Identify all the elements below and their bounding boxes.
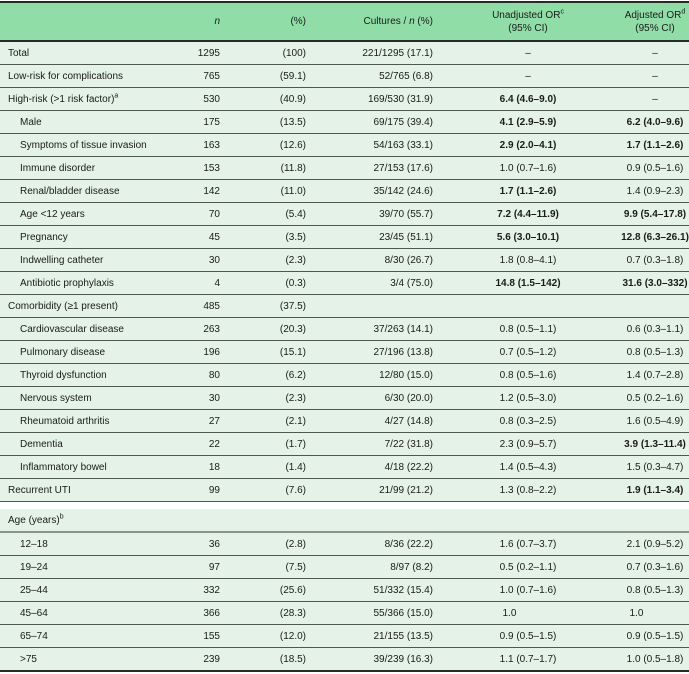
cell-label: 65–74 [20,630,48,642]
cell-cultures: 35/142 (24.6) [373,185,433,197]
cell-cultures: 8/36 (22.2) [384,538,433,550]
cell-pct: (2.3) [285,254,306,266]
table-row [0,340,689,363]
cell-label: 25–44 [20,584,48,596]
footnote-marker-b: b [59,513,64,521]
cell-or-unadjusted [435,94,621,105]
cell-cultures: 55/366 (15.0) [373,607,433,619]
cell-pct: (40.9) [279,93,306,105]
cell-or-unadjusted [435,370,621,381]
cell-or-adjusted [621,140,689,151]
cell-cultures: 21/99 (21.2) [379,484,433,496]
or-value: 1.7 (1.1–2.6) [626,139,684,151]
or-value: 1.0 (0.5–1.8) [626,653,684,665]
or-value: 0.9 (0.5–1.6) [626,162,684,174]
table-row [0,248,689,271]
or-value: 0.9 (0.5–1.5) [499,630,557,642]
cell-label: Antibiotic prophylaxis [20,277,114,289]
or-value: 0.7 (0.3–1.6) [626,561,684,573]
cell-cultures: 4/18 (22.2) [384,461,433,473]
cell-n: 27 [208,415,220,427]
cell-or-unadjusted [435,439,621,450]
cell-n: 142 [203,185,220,197]
cell-or-adjusted [621,562,689,573]
cell-cultures: 6/30 (20.0) [384,392,433,404]
footnote-marker-d: d [681,8,686,16]
cell-or-adjusted [621,278,689,289]
cell-label: Inflammatory bowel [20,461,107,473]
or-value: 6.2 (4.0–9.6) [626,116,684,128]
or-value: 3.9 (1.3–11.4) [624,438,686,450]
cell-pct: (7.5) [285,561,306,573]
cell-cultures: 37/263 (14.1) [373,323,433,335]
or-value: 1.8 (0.8–4.1) [499,254,557,266]
or-value: 1.9 (1.1–3.4) [626,484,684,496]
table-row [0,432,689,455]
cell-or-adjusted [621,608,689,619]
or-value: 9.9 (5.4–17.8) [623,208,687,220]
cell-cultures: 8/97 (8.2) [390,561,433,573]
cell-pct: (2.3) [285,392,306,404]
cell-or-unadjusted [435,209,621,220]
or-value: 1.2 (0.5–3.0) [499,392,557,404]
cell-cultures: 7/22 (31.8) [384,438,433,450]
cell-or-unadjusted [435,278,621,289]
cell-n: 332 [203,584,220,596]
cell-or-unadjusted [435,539,621,550]
cell-cultures: 27/153 (17.6) [373,162,433,174]
cultures-header-n: n [409,16,415,27]
cell-or-unadjusted [435,608,621,619]
cell-cultures: 3/4 (75.0) [390,277,433,289]
cell-label: Thyroid dysfunction [20,369,107,381]
or-value: 2.1 (0.9–5.2) [626,538,684,550]
or-value: 0.6 (0.3–1.1) [626,323,684,335]
cell-n: 155 [203,630,220,642]
table-row [0,363,689,386]
cell-n: 263 [203,323,220,335]
cell-or-adjusted [621,393,689,404]
or-value: 6.4 (4.6–9.0) [499,93,557,105]
cell-label: Total [8,47,30,59]
table-header-row [0,1,689,42]
cultures-header-pre: Cultures / [363,16,410,27]
table-row [0,64,689,87]
cell-label: Pulmonary disease [20,346,106,358]
or-value: 1.4 (0.9–2.3) [626,185,684,197]
cell-or-unadjusted [435,255,621,266]
cell-n: 1295 [197,47,220,59]
cell-pct: (37.5) [279,300,306,312]
table-row [0,578,689,601]
cell-pct: (1.7) [285,438,306,450]
cell-or-adjusted: – [652,47,658,59]
adjusted-or-title: Adjusted $OR^d$ [624,8,686,21]
cell-or-unadjusted [435,117,621,128]
table-row [0,624,689,647]
cell-n: 30 [208,392,220,404]
table-row [0,179,689,202]
or-value: 0.7 (0.5–1.2) [499,346,557,358]
table-row [0,601,689,624]
cell-pct: (5.4) [285,208,306,220]
or-value: 14.8 (1.5–142) [495,277,561,289]
cell-pct: (20.3) [279,323,306,335]
cell-n: 80 [208,369,220,381]
table-row [0,409,689,432]
cell-label: Indwelling catheter [20,254,104,266]
or-value: 0.9 (0.5–1.5) [626,630,684,642]
cell-pct: (1.4) [285,461,306,473]
cell-or-adjusted [621,255,689,266]
or-value: 2.3 (0.9–5.7) [499,438,557,450]
cell-label: Male [20,116,42,128]
table-row [0,133,689,156]
cell-label: Recurrent UTI [8,484,71,496]
cell-pct: (12.6) [279,139,306,151]
footnote-marker-a: a [114,92,119,100]
cell-n: 4 [214,277,220,289]
or-value: 1.4 (0.7–2.8) [626,369,684,381]
cell-or-adjusted [621,347,689,358]
col-header-n [160,16,222,27]
cell-n: 366 [203,607,220,619]
unadjusted-or-ci-label: (95% CI) [508,22,548,34]
table-row [0,271,689,294]
cell-label: Symptoms of tissue invasion [20,139,147,151]
cell-label: Renal/bladder disease [20,185,120,197]
cell-or-unadjusted [435,654,621,665]
or-value: 0.8 (0.5–1.1) [499,323,557,335]
or-value: 1.6 (0.7–3.7) [499,538,557,550]
cell-n: 196 [203,346,220,358]
or-value: 0.8 (0.5–1.3) [626,584,684,596]
cell-n: 22 [208,438,220,450]
cell-pct: (18.5) [279,653,306,665]
or-value: 1.7 (1.1–2.6) [499,185,557,197]
or-value: 0.8 (0.5–1.3) [626,346,684,358]
table-row [0,294,689,317]
col-header-n-label: n [214,16,220,27]
col-header-pct: (%) [290,16,306,27]
cultures-header-post: (%) [414,16,433,27]
table-row [0,455,689,478]
or-value: 7.2 (4.4–11.9) [497,208,559,220]
col-header-unadjusted-or [435,9,621,35]
cell-pct: (11.0) [280,185,306,197]
cell-cultures: 27/196 (13.8) [373,346,433,358]
table-row [0,156,689,179]
cell-label: Comorbidity (≥1 present) [8,300,118,312]
cell-or-unadjusted [435,393,621,404]
cell-or-unadjusted: – [525,70,531,82]
table-row [0,386,689,409]
cell-label: Nervous system [20,392,92,404]
or-value: 1.3 (0.8–2.2) [499,484,557,496]
cell-pct: (7.6) [285,484,306,496]
cell-pct: (25.6) [279,584,306,596]
cell-pct: (3.5) [285,231,306,243]
or-value: 0.5 (0.2–1.1) [499,561,557,573]
cell-label: 19–24 [20,561,48,573]
odds-ratio-table [0,1,689,672]
table-body [0,42,689,670]
cell-or-adjusted [621,186,689,197]
cell-or-unadjusted [435,347,621,358]
cell-label: >75 [20,653,37,665]
cell-label: Rheumatoid arthritis [20,415,110,427]
table-row [0,202,689,225]
table-row [0,478,689,501]
cell-or-unadjusted [435,232,621,243]
cell-n: 163 [203,139,220,151]
cell-pct: (11.8) [280,162,306,174]
or-value: 4.1 (2.9–5.9) [499,116,557,128]
cell-cultures: 23/45 (51.1) [379,231,433,243]
col-header-cultures [308,16,435,27]
cell-n: 36 [208,538,220,550]
cell-label: 45–64 [20,607,48,619]
cell-label: Age (years)$^b$ [8,513,64,526]
cell-cultures: 54/163 (33.1) [373,139,433,151]
cell-or-adjusted [621,585,689,596]
cell-cultures: 21/155 (13.5) [373,630,433,642]
or-value: 1.1 (0.7–1.7) [499,653,557,665]
cell-or-unadjusted [435,324,621,335]
cell-or-adjusted [621,370,689,381]
cell-or-unadjusted [435,462,621,473]
or-value: 31.6 (3.0–332) [622,277,688,289]
cell-or-adjusted [621,539,689,550]
or-value: 1.0 [629,607,644,619]
cell-n: 485 [203,300,220,312]
cell-or-adjusted [621,654,689,665]
cell-n: 99 [208,484,220,496]
section-spacer [0,501,689,509]
table-row [0,225,689,248]
cell-label: Dementia [20,438,63,450]
cell-cultures: 8/30 (26.7) [384,254,433,266]
cell-or-unadjusted [435,140,621,151]
or-value: 1.0 (0.7–1.6) [499,584,557,596]
cell-label: Low-risk for complications [8,70,124,82]
cell-label: High-risk (>1 risk factor)$^a$ [8,92,119,105]
cell-or-adjusted [621,163,689,174]
cell-n: 765 [203,70,220,82]
cell-cultures: 169/530 (31.9) [367,93,433,105]
cell-cultures: 51/332 (15.4) [373,584,433,596]
cell-or-unadjusted [435,562,621,573]
or-value: 1.0 (0.7–1.6) [499,162,557,174]
cell-label: Pregnancy [20,231,68,243]
cell-n: 45 [208,231,220,243]
cell-or-adjusted [621,631,689,642]
cell-or-adjusted [621,232,689,243]
cell-cultures: 52/765 (6.8) [379,70,433,82]
table-row [0,533,689,555]
table-row [0,42,689,64]
cell-n: 30 [208,254,220,266]
cell-pct: (100) [282,47,306,59]
cell-n: 70 [208,208,220,220]
cell-or-adjusted: – [652,70,658,82]
table-row [0,317,689,340]
table-row [0,87,689,110]
or-value: 1.0 [502,607,517,619]
cell-pct: (59.1) [279,70,306,82]
section-header-row [0,509,689,533]
cell-cultures: 221/1295 (17.1) [362,47,433,59]
cell-cultures: 39/239 (16.3) [373,653,433,665]
cell-pct: (12.0) [279,630,306,642]
cell-or-adjusted [621,439,689,450]
cell-cultures: 12/80 (15.0) [379,369,433,381]
cell-n: 18 [208,461,220,473]
cell-pct: (0.3) [285,277,306,289]
cell-or-adjusted [621,462,689,473]
cell-pct: (13.5) [279,116,306,128]
cell-label: Immune disorder [20,162,96,174]
footnote-marker-c: c [560,8,564,16]
cell-or-unadjusted [435,163,621,174]
cell-or-adjusted [621,416,689,427]
or-value: 12.8 (6.3–26.1) [621,231,689,243]
cell-cultures: 4/27 (14.8) [384,415,433,427]
or-value: 2.9 (2.0–4.1) [499,139,557,151]
cell-cultures: 69/175 (39.4) [373,116,433,128]
or-value: 0.7 (0.3–1.8) [626,254,684,266]
cell-pct: (28.3) [279,607,306,619]
cell-or-unadjusted [435,416,621,427]
col-header-adjusted-or [621,9,689,35]
cell-or-adjusted [621,209,689,220]
or-value: 0.5 (0.2–1.6) [626,392,684,404]
table-row [0,647,689,670]
cell-n: 530 [203,93,220,105]
cell-or-unadjusted [435,485,621,496]
or-value: 0.8 (0.5–1.6) [499,369,557,381]
cell-cultures: 39/70 (55.7) [379,208,433,220]
cell-n: 239 [203,653,220,665]
or-value: 1.6 (0.5–4.9) [626,415,684,427]
cell-or-unadjusted: – [525,47,531,59]
table-row [0,110,689,133]
cell-n: 153 [203,162,220,174]
cell-pct: (2.8) [285,538,306,550]
or-value: 1.4 (0.5–4.3) [499,461,557,473]
or-value: 0.8 (0.3–2.5) [499,415,557,427]
cell-or-unadjusted [435,631,621,642]
cell-or-unadjusted [435,186,621,197]
cell-pct: (2.1) [285,415,306,427]
cell-label: 12–18 [20,538,48,550]
cell-n: 97 [208,561,220,573]
cell-n: 175 [203,116,220,128]
or-value: 5.6 (3.0–10.1) [496,231,560,243]
cell-or-adjusted: – [652,93,658,105]
table-row [0,555,689,578]
cell-or-adjusted [621,324,689,335]
cell-label: Age <12 years [20,208,85,220]
cell-or-unadjusted [435,585,621,596]
cell-or-adjusted [621,485,689,496]
cell-label: Cardiovascular disease [20,323,124,335]
unadjusted-or-title: Unadjusted $OR^c$ [492,8,564,21]
or-value: 1.5 (0.3–4.7) [626,461,684,473]
adjusted-or-ci-label: (95% CI) [635,22,675,34]
cell-or-adjusted [621,117,689,128]
cell-pct: (6.2) [285,369,306,381]
cell-pct: (15.1) [279,346,306,358]
